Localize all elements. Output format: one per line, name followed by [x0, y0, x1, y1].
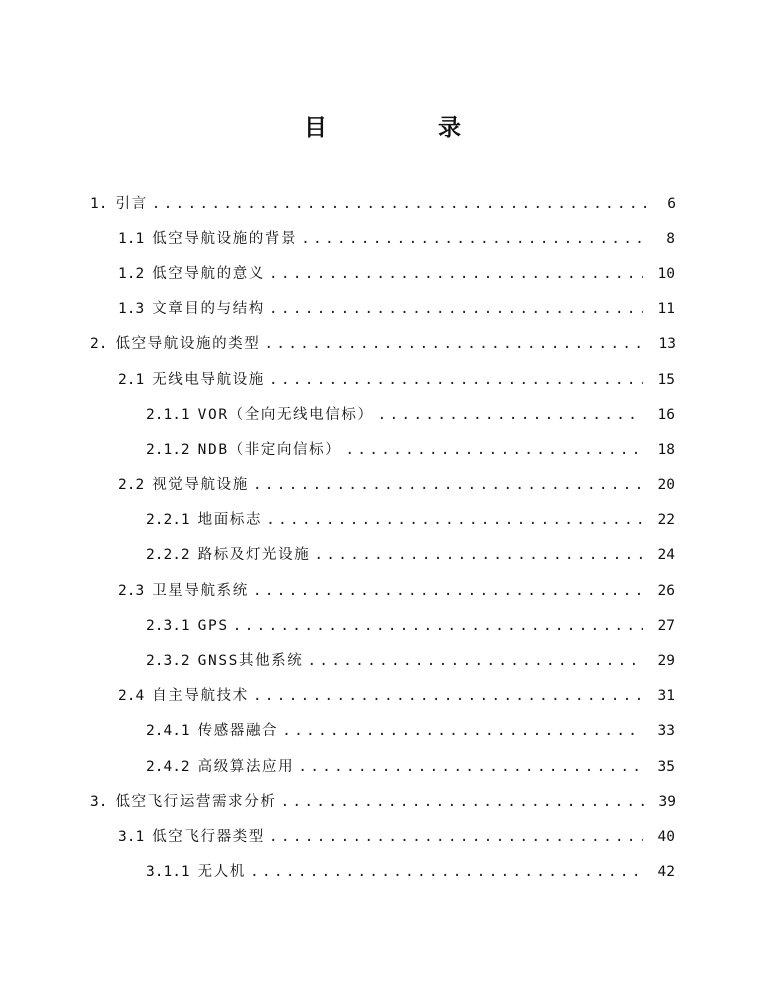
- toc-entry-page: 8: [666, 230, 675, 247]
- toc-entry[interactable]: [0, 432, 765, 467]
- toc-entry-number: 1.1: [118, 230, 145, 247]
- toc-entry-page: 22: [657, 512, 675, 529]
- toc-leader-dots: [269, 827, 643, 847]
- toc-entry-title: 低空导航设施的背景: [152, 230, 298, 247]
- toc-entry-title: 低空飞行器类型: [152, 828, 265, 845]
- toc-leader-dots: [345, 440, 643, 460]
- toc-entry-page: 24: [657, 547, 675, 564]
- toc-leader-dots: [250, 862, 643, 882]
- toc-entry-number: 2.3: [118, 582, 145, 599]
- toc-entry-title: GNSS其他系统: [197, 653, 304, 670]
- toc-leader-dots: [269, 370, 643, 390]
- toc-entry-title: 视觉导航设施: [152, 477, 249, 494]
- toc-entry[interactable]: [0, 608, 765, 643]
- toc-entry-title: 卫星导航系统: [152, 582, 249, 599]
- toc-entry[interactable]: [0, 327, 765, 362]
- toc-entry[interactable]: [0, 643, 765, 678]
- toc-entry[interactable]: [0, 186, 765, 221]
- toc-entry[interactable]: [0, 292, 765, 327]
- toc-entry-title: GPS: [197, 617, 229, 634]
- toc-entry-title: 无线电导航设施: [152, 371, 265, 388]
- toc-entry-page: 16: [657, 406, 675, 423]
- toc-entry-page: 10: [657, 265, 675, 282]
- toc-leader-dots: [301, 229, 643, 249]
- toc-entry-number: 2.4.2: [146, 758, 190, 775]
- toc-leader-dots: [314, 545, 643, 565]
- toc-leader-dots: [269, 299, 643, 319]
- toc-entry[interactable]: [0, 573, 765, 608]
- toc-entry-number: 2.: [90, 336, 108, 353]
- toc-leader-dots: [253, 475, 643, 495]
- toc-entry-title: 文章目的与结构: [152, 301, 265, 318]
- toc-entry-number: 2.2: [118, 477, 145, 494]
- toc-entry-number: 2.3.1: [146, 617, 190, 634]
- toc-entry[interactable]: [0, 362, 765, 397]
- toc-leader-dots: [152, 194, 648, 214]
- toc-leader-dots: [266, 510, 643, 530]
- toc-entry-number: 2.4.1: [146, 723, 190, 740]
- toc-entry-page: 20: [657, 477, 675, 494]
- toc-entry-page: 18: [657, 441, 675, 458]
- toc-entry-page: 11: [657, 301, 675, 318]
- toc-entry[interactable]: [0, 855, 765, 890]
- toc-entry-title: 地面标志: [197, 512, 263, 529]
- toc-entry-title: 路标及灯光设施: [197, 547, 311, 564]
- toc-entry-number: 2.2.1: [146, 512, 190, 529]
- toc-entry-number: 2.3.2: [146, 653, 190, 670]
- toc-entry-title: 低空导航设施的类型: [115, 336, 261, 353]
- toc-entry[interactable]: [0, 503, 765, 538]
- toc-entry-title: VOR（全向无线电信标）: [197, 406, 374, 423]
- toc-entry-page: 35: [657, 758, 675, 775]
- toc-entry-page: 40: [657, 828, 675, 845]
- toc-entry[interactable]: [0, 819, 765, 854]
- toc-leader-dots: [280, 792, 648, 812]
- toc-entry-title: 无人机: [197, 864, 246, 881]
- table-of-contents: [0, 186, 765, 890]
- toc-leader-dots: [269, 264, 643, 284]
- toc-entry-number: 2.2.2: [146, 547, 190, 564]
- toc-entry-page: 27: [657, 617, 675, 634]
- toc-leader-dots: [378, 405, 643, 425]
- toc-entry-number: 2.4: [118, 688, 145, 705]
- toc-leader-dots: [264, 334, 648, 354]
- toc-leader-dots: [282, 721, 643, 741]
- toc-entry-title: 传感器融合: [197, 723, 279, 740]
- toc-entry-title: 引言: [115, 195, 148, 212]
- toc-entry[interactable]: [0, 538, 765, 573]
- toc-leader-dots: [307, 651, 643, 671]
- toc-entry-number: 2.1.1: [146, 406, 190, 423]
- toc-entry[interactable]: [0, 468, 765, 503]
- toc-entry-page: 33: [657, 723, 675, 740]
- toc-entry[interactable]: [0, 784, 765, 819]
- toc-entry-number: 2.1: [118, 371, 145, 388]
- toc-leader-dots: [253, 581, 643, 601]
- toc-entry[interactable]: [0, 221, 765, 256]
- toc-entry-title: 高级算法应用: [197, 758, 295, 775]
- toc-entry-number: 3.1: [118, 828, 145, 845]
- toc-entry-title: 自主导航技术: [152, 688, 249, 705]
- toc-entry[interactable]: [0, 749, 765, 784]
- toc-entry-title: NDB（非定向信标）: [197, 441, 342, 458]
- toc-entry-title: 低空飞行运营需求分析: [115, 793, 277, 810]
- page-title: 目 录: [304, 115, 505, 141]
- toc-entry[interactable]: [0, 397, 765, 432]
- toc-entry-number: 2.1.2: [146, 441, 190, 458]
- toc-entry-page: 26: [657, 582, 675, 599]
- toc-entry-page: 39: [658, 793, 676, 810]
- toc-leader-dots: [253, 686, 643, 706]
- toc-entry-page: 6: [667, 195, 676, 212]
- toc-entry-number: 1.: [90, 195, 108, 212]
- toc-entry-number: 1.3: [118, 301, 145, 318]
- toc-entry-page: 31: [657, 688, 675, 705]
- toc-entry-page: 42: [657, 864, 675, 881]
- toc-entry[interactable]: [0, 714, 765, 749]
- toc-entry-number: 3.: [90, 793, 108, 810]
- toc-entry[interactable]: [0, 256, 765, 291]
- toc-entry-title: 低空导航的意义: [152, 265, 265, 282]
- toc-leader-dots: [233, 616, 643, 636]
- toc-entry-page: 13: [658, 336, 676, 353]
- toc-leader-dots: [298, 757, 643, 777]
- toc-entry-page: 29: [657, 653, 675, 670]
- toc-entry-number: 1.2: [118, 265, 145, 282]
- toc-entry[interactable]: [0, 679, 765, 714]
- toc-entry-number: 3.1.1: [146, 864, 190, 881]
- toc-entry-page: 15: [657, 371, 675, 388]
